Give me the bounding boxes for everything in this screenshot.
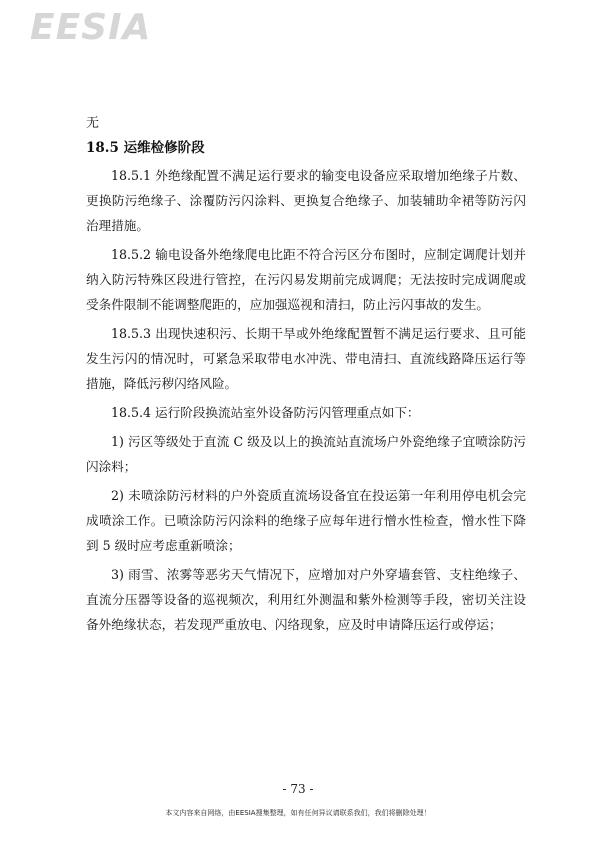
paragraph-18-5-3: 18.5.3 出现快速积污、长期干旱或外绝缘配置暂不满足运行要求、且可能发生污闪的情况时，可紧急采取带电水冲洗、带电清扫、直流线路降压运行等措施，降低污秽闪络风险。 xyxy=(86,326,526,391)
footer-notice: 本文内容来自网络，由EESIA搜集整理，如有任何异议请联系我们，我们将删除处理！ xyxy=(165,809,431,817)
page-number: - 73 - xyxy=(282,782,314,796)
paragraph-18-5-2: 18.5.2 输电设备外绝缘爬电比距不符合污区分布图时，应制定调爬计划并纳入防污特殊区段进行管控，在污闪易发期前完成调爬；无法按时完成调爬或受条件限制不能调整爬距的，应加强巡视和清扫，防止污闪事故的发生。 xyxy=(86,247,526,312)
eesia-logo: EESIA xyxy=(30,7,152,48)
paragraph-18-5-4: 18.5.4 运行阶段换流站室外设备防污闪管理重点如下： xyxy=(111,405,420,420)
previous-section-content: 无 xyxy=(86,116,100,131)
list-item-3: 3) 雨雪、浓雾等恶劣天气情况下，应增加对户外穿墙套管、支柱绝缘子、直流分压器等设备的巡视频次，利用红外测温和紫外检测等手段，密切关注设备外绝缘状态，若发现严重放电、闪络现象，应及时申请降压运行或停运； xyxy=(86,567,526,632)
document-body xyxy=(86,112,526,641)
list-item-2: 2) 未喷涂防污材料的户外瓷质直流场设备宜在投运第一年利用停电机会完成喷涂工作。已喷涂防污闪涂料的绝缘子应每年进行憎水性检查，憎水性下降到 5 级时应考虑重新喷涂； xyxy=(86,488,526,553)
list-item-1: 1) 污区等级处于直流 C 级及以上的换流站直流场户外瓷绝缘子宜喷涂防污闪涂料； xyxy=(86,434,526,474)
section-heading: 18.5 运维检修阶段 xyxy=(86,140,205,156)
paragraph-18-5-1: 18.5.1 外绝缘配置不满足运行要求的输变电设备应采取增加绝缘子片数、更换防污绝缘子、涂覆防污闪涂料、更换复合绝缘子、加装辅助伞裙等防污闪治理措施。 xyxy=(86,168,526,233)
